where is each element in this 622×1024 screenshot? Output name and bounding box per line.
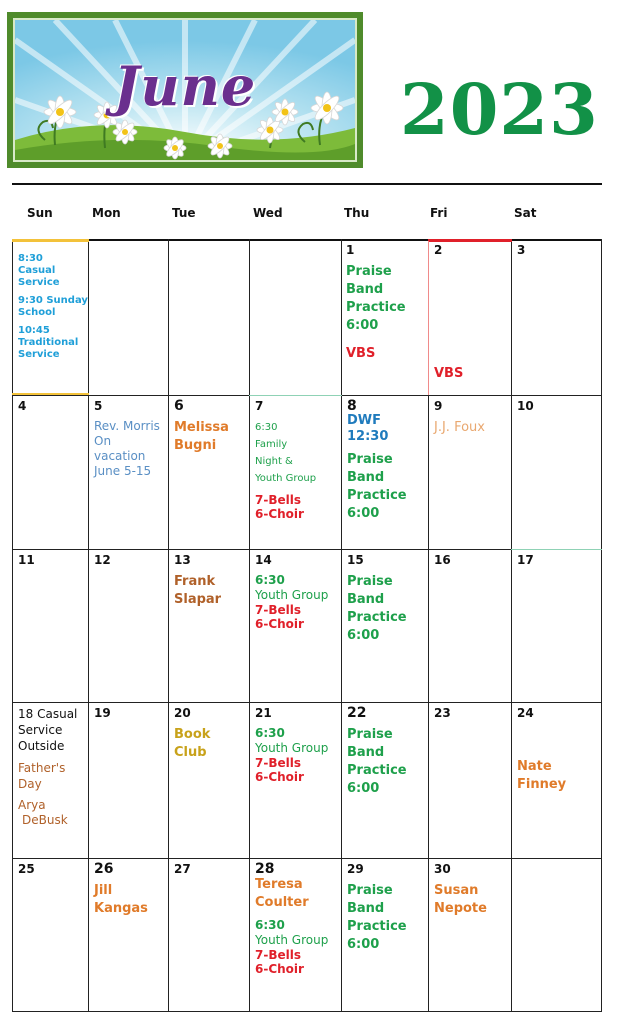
event-line: Praise <box>347 574 393 589</box>
event-line: Practice <box>347 610 407 625</box>
weekday-sat: Sat <box>514 206 537 220</box>
day-number: 22 <box>347 705 367 721</box>
day-number: 1 <box>346 243 355 257</box>
weekday-thu: Thu <box>344 206 370 220</box>
day-number: 29 <box>347 862 364 876</box>
day-number: 9 <box>434 399 443 413</box>
holiday-fathers-day: Day <box>18 777 42 791</box>
birthday-name: Coulter <box>255 895 309 910</box>
calendar-cell-12 <box>89 550 168 702</box>
event-line: Praise <box>347 883 393 898</box>
calendar-cell-27 <box>169 859 249 1011</box>
event-time: 6:30 <box>255 573 285 587</box>
day-number: 10 <box>517 399 534 413</box>
month-banner <box>7 12 363 168</box>
birthday-name: Bugni <box>174 438 217 453</box>
calendar-cell-30 <box>429 859 511 1011</box>
calendar-cell-7 <box>250 396 341 549</box>
event-line: Practice <box>346 300 406 315</box>
event-line: Rev. Morris <box>94 419 160 433</box>
birthday-name: Arya <box>18 798 46 812</box>
birthday-name: Nate <box>517 759 552 774</box>
event-line: Youth Group <box>255 473 317 484</box>
calendar-cell-19 <box>89 703 168 858</box>
birthday-name: Kangas <box>94 901 148 916</box>
grid-bottom-border <box>12 1011 602 1012</box>
calendar-cell-8 <box>342 396 428 549</box>
event-vbs: VBS <box>346 346 376 361</box>
birthday-name: Frank <box>174 574 216 589</box>
event-line: Band <box>347 592 385 607</box>
day-number: 23 <box>434 706 451 720</box>
calendar-cell-1 <box>341 240 428 395</box>
weekday-fri: Fri <box>430 206 448 220</box>
service-sunday-school: 9:30 Sunday School <box>18 295 88 318</box>
event-dwf: DWF <box>347 413 382 428</box>
calendar-cell-9 <box>429 396 511 549</box>
event-line: On vacation <box>94 434 146 463</box>
event-line: Band <box>346 282 384 297</box>
calendar-cell-22 <box>342 703 428 858</box>
calendar-cell-10 <box>512 396 601 549</box>
event-choir: 6-Choir <box>255 962 304 976</box>
day-number: 25 <box>18 862 35 876</box>
event-line: Service <box>18 723 63 737</box>
calendar-cell-15 <box>342 550 428 702</box>
day-number: 24 <box>517 706 534 720</box>
day-number: 16 <box>434 553 451 567</box>
event-line: 6:00 <box>347 937 380 952</box>
calendar-cell-20 <box>169 703 249 858</box>
grid-col-line <box>601 239 602 1012</box>
event-choir: 6-Choir <box>255 617 304 631</box>
weekday-wed: Wed <box>253 206 283 220</box>
event-line: Book <box>174 727 211 742</box>
calendar-cell-6 <box>169 396 249 549</box>
day-number: 14 <box>255 553 272 567</box>
calendar-cell-11 <box>13 550 88 702</box>
day-number: 26 <box>94 861 114 877</box>
calendar-cell-16 <box>429 550 511 702</box>
day-number: 28 <box>255 861 275 877</box>
birthday-name: Finney <box>517 777 567 792</box>
weekday-tue: Tue <box>172 206 196 220</box>
birthday-name: Teresa <box>255 877 303 892</box>
event-vbs: VBS <box>434 366 464 381</box>
event-line: Outside <box>18 739 65 753</box>
event-line: 6:00 <box>347 628 380 643</box>
event-bells: 7-Bells <box>255 948 301 962</box>
birthday-name: Nepote <box>434 901 487 916</box>
event-youth-group: Youth Group <box>255 933 329 947</box>
day-number: 5 <box>94 399 103 413</box>
day-number: 12 <box>94 553 111 567</box>
calendar-cell-sunday-services <box>13 250 88 395</box>
day-number: 13 <box>174 553 191 567</box>
day-number: 21 <box>255 706 272 720</box>
event-line: Band <box>347 901 385 916</box>
calendar-cell-3 <box>512 240 601 395</box>
event-choir: 6-Choir <box>255 507 304 521</box>
service-casual: 8:30 Casual Service <box>18 253 60 288</box>
event-line: Night & <box>255 456 293 467</box>
birthday-name: Slapar <box>174 592 222 607</box>
calendar-cell-13 <box>169 550 249 702</box>
weekday-mon: Mon <box>92 206 121 220</box>
holiday-fathers-day: Father's <box>18 761 66 775</box>
birthday-name: Jill <box>94 883 113 898</box>
calendar-cell-2 <box>429 240 511 395</box>
event-line: 6:00 <box>347 781 380 796</box>
header-divider <box>12 183 602 185</box>
event-line: Praise <box>347 727 393 742</box>
day-number: 17 <box>517 553 534 567</box>
event-bells: 7-Bells <box>255 756 301 770</box>
event-time: 6:30 <box>255 918 285 932</box>
calendar-cell-23 <box>429 703 511 858</box>
banner-artwork <box>13 18 357 162</box>
event-line: 6:00 <box>347 506 380 521</box>
event-youth-group: Youth Group <box>255 741 329 755</box>
event-dwf-time: 12:30 <box>347 429 389 444</box>
day-number: 2 <box>434 243 443 257</box>
event-youth-group: Youth Group <box>255 588 329 602</box>
calendar-cell-4 <box>13 396 88 549</box>
calendar-cell-5 <box>89 396 168 549</box>
day-number: 3 <box>517 243 526 257</box>
event-line: Band <box>347 745 385 760</box>
event-line: Practice <box>347 488 407 503</box>
calendar-cell-26 <box>89 859 168 1011</box>
event-line: Practice <box>347 919 407 934</box>
day-number: 7 <box>255 399 264 413</box>
calendar-cell-21 <box>250 703 341 858</box>
calendar-cell-24 <box>512 703 601 858</box>
day-number: 19 <box>94 706 111 720</box>
calendar-cell-29 <box>342 859 428 1011</box>
day-number: 30 <box>434 862 451 876</box>
day-number: 4 <box>18 399 27 413</box>
sunday-accent-top <box>12 239 89 242</box>
event-line: 6:30 <box>255 422 278 433</box>
day-number: 6 <box>174 398 184 414</box>
event-line: Practice <box>347 763 407 778</box>
calendar-cell-28 <box>250 859 341 1011</box>
birthday-name: Susan <box>434 883 479 898</box>
year-title: 2023 <box>400 68 599 151</box>
calendar-cell-17 <box>512 550 601 702</box>
event-line: Casual <box>37 707 78 721</box>
event-line: Club <box>174 745 207 760</box>
day-number: 18 <box>18 707 34 721</box>
event-line: Praise <box>346 264 392 279</box>
event-time: 6:30 <box>255 726 285 740</box>
event-bells: 7-Bells <box>255 603 301 617</box>
day-number: 27 <box>174 862 191 876</box>
event-line: 6:00 <box>346 318 379 333</box>
event-line: June 5-15 <box>94 464 152 478</box>
event-line: Band <box>347 470 385 485</box>
month-title: June <box>113 54 257 118</box>
calendar-cell-18 <box>13 703 88 858</box>
event-line: Praise <box>347 452 393 467</box>
event-choir: 6-Choir <box>255 770 304 784</box>
calendar-cell-14 <box>250 550 341 702</box>
day-number: 20 <box>174 706 191 720</box>
day-number: 11 <box>18 553 35 567</box>
day-number: 15 <box>347 553 364 567</box>
service-traditional: 10:45 Traditional Service <box>18 325 79 360</box>
birthday-name: DeBusk <box>22 813 68 827</box>
calendar-cell-25 <box>13 859 88 1011</box>
event-line: Family <box>255 439 288 450</box>
weekday-sun: Sun <box>27 206 53 220</box>
day-number: 8 <box>347 398 357 414</box>
event-bells: 7-Bells <box>255 493 301 507</box>
birthday-name: J.J. Foux <box>434 420 485 435</box>
birthday-name: Melissa <box>174 420 229 435</box>
